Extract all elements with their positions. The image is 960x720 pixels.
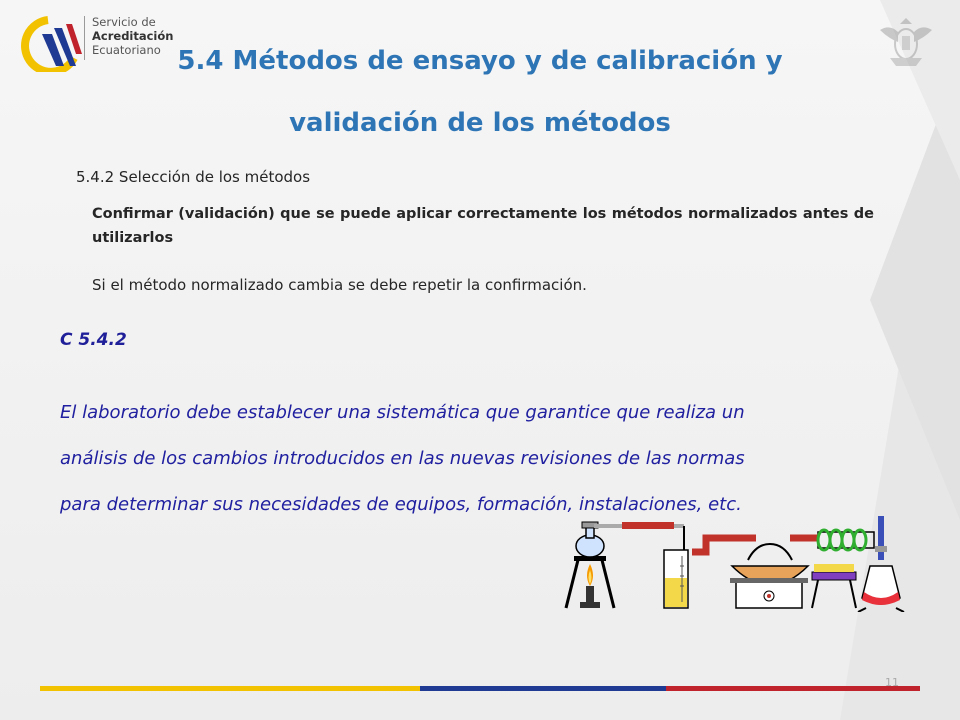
sae-logo-mark-icon	[14, 12, 94, 72]
burette-flask-icon	[858, 516, 904, 612]
section-subheading: 5.4.2 Selección de los métodos	[76, 168, 311, 186]
logo-line-3: Ecuatoriano	[92, 43, 161, 57]
hot-plate-icon	[730, 544, 808, 608]
logo-line-2: Acreditación	[92, 29, 174, 43]
footer-bar-yellow	[40, 686, 420, 691]
logo-line-1: Servicio de	[92, 15, 156, 29]
slide-title-line-1: 5.4 Métodos de ensayo y de calibración y	[177, 46, 783, 76]
stand-table-icon	[812, 564, 856, 608]
comment-body	[60, 390, 890, 528]
graduated-cylinder-icon	[664, 526, 688, 608]
comment-line-1: El laboratorio debe establecer una sistemática que garantice que realiza un	[60, 402, 745, 423]
repeat-confirmation-paragraph: Si el método normalizado cambia se debe repetir la confirmación.	[92, 276, 587, 294]
coil-condenser-icon	[818, 530, 874, 550]
slide-title-line-2: validación de los métodos	[289, 108, 671, 138]
confirmation-paragraph: Confirmar (validación) que se puede aplicar correctamente los métodos normalizados antes de utilizarlos	[92, 206, 874, 246]
coat-of-arms-icon	[876, 14, 936, 70]
lab-apparatus-illustration	[556, 516, 906, 612]
footer-color-bar	[40, 686, 920, 691]
burner-tripod-icon	[566, 522, 614, 608]
comment-heading: C 5.4.2	[60, 330, 127, 350]
page-number: 11	[885, 676, 899, 689]
footer-bar-blue	[420, 686, 666, 691]
footer-bar-red	[666, 686, 920, 691]
comment-line-2: análisis de los cambios introducidos en las nuevas revisiones de las normas	[60, 448, 745, 469]
comment-line-3: para determinar sus necesidades de equipos, formación, instalaciones, etc.	[60, 494, 742, 515]
logo-divider	[84, 16, 85, 60]
